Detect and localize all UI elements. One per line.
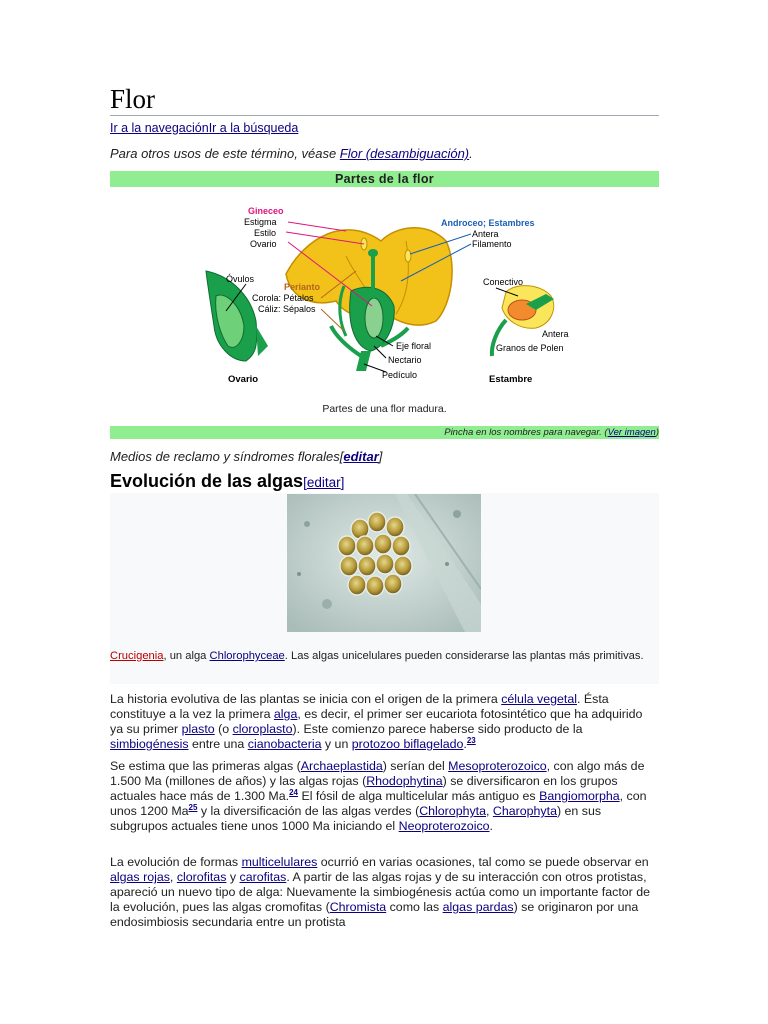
p3-text: . A partir de las algas rojas y de su interacción con otros protistas, apareció un nuevo tipo de alga: Nuevamente la simbiogénesis actúa como un importante factor de la evolución, pues las algas cromofitas ( — [110, 870, 651, 914]
p1-text: ). Este comienzo parece haberse sido producto de la — [292, 722, 583, 736]
page-title: Flor — [110, 84, 156, 114]
bangiomorpha-link[interactable]: Bangiomorpha — [539, 789, 620, 803]
hatnote-prefix: Para otros usos de este término, véase — [110, 146, 340, 161]
reference-link[interactable]: 25 — [188, 802, 198, 812]
p3-text: ) se originaron por una endosimbiosis secundaria entre un protista — [110, 900, 639, 929]
clorofitas-link[interactable]: clorofitas — [176, 870, 227, 884]
cianobacteria-link[interactable]: cianobacteria — [247, 737, 322, 751]
carofitas-link[interactable]: carofitas — [239, 870, 287, 884]
diagram-label-perianto[interactable]: Perianto — [284, 282, 321, 292]
diagram-label-granos[interactable]: Granos de Polen — [496, 343, 564, 353]
chlorophyta-link[interactable]: Chlorophyta — [419, 804, 487, 818]
diagram-label-filamento[interactable]: Filamento — [472, 239, 512, 249]
p3-text: y — [226, 870, 240, 884]
section-edit-link[interactable]: [editar] — [303, 475, 345, 490]
p1-text: . Ésta constituye a la vez la primera — [110, 692, 609, 721]
section-heading-text: Evolución de las algas — [110, 471, 304, 491]
algas-rojas-link[interactable]: algas rojas — [110, 870, 170, 884]
infobox-footer — [110, 426, 659, 439]
footer-text: Pincha en los nombres para navegar. ( — [444, 427, 608, 438]
cloroplasto-link[interactable]: cloroplasto — [232, 722, 293, 736]
p3-text: , — [169, 870, 177, 884]
diagram-caption-ovario: Ovario — [228, 374, 259, 385]
flower-parts-diagram — [196, 196, 576, 394]
hatnote — [110, 146, 473, 161]
p2-text: . — [489, 819, 493, 833]
diagram-label-estigma[interactable]: Estigma — [244, 217, 277, 227]
p3-text: La evolución de formas — [110, 855, 242, 869]
algas-pardas-link[interactable]: algas pardas — [442, 900, 514, 914]
diagram-label-gineceo[interactable]: Gineceo — [248, 206, 284, 216]
disambiguation-link[interactable]: Flor (desambiguación) — [339, 146, 470, 161]
p1-text: (o — [214, 722, 233, 736]
section-note: Medios de reclamo y síndromes florales[editar] — [110, 449, 383, 464]
neoproterozoico-link[interactable]: Neoproterozoico — [398, 819, 490, 833]
rhodophytina-link[interactable]: Rhodophytina — [366, 774, 443, 788]
diagram-label-estilo[interactable]: Estilo — [254, 228, 277, 238]
jump-to-search-link[interactable]: Ir a la búsqueda — [208, 121, 299, 135]
chromista-link[interactable]: Chromista — [329, 900, 387, 914]
chlorophyceae-link[interactable]: Chlorophyceae — [209, 650, 285, 662]
jump-links — [110, 121, 298, 135]
diagram-label-pediculo[interactable]: Pedículo — [382, 370, 418, 380]
diagram-label-nectario[interactable]: Nectario — [388, 355, 422, 365]
infobox-caption: Partes de una flor madura. — [322, 403, 447, 415]
paragraph-1 — [110, 692, 655, 752]
reference-link[interactable]: 24 — [289, 787, 298, 797]
p1-text: y un — [321, 737, 352, 751]
diagram-label-caliz[interactable]: Cáliz: Sépalos — [258, 304, 316, 314]
footer-close: ) — [655, 427, 659, 438]
p1-text: , es decir, el primer ser eucariota fotosintético que ha adquirido ya su primer — [110, 707, 643, 736]
jump-to-navigation-link[interactable]: Ir a la navegación — [110, 121, 209, 135]
p3-text: como las — [386, 900, 443, 914]
p1-text: entre una — [188, 737, 248, 751]
plasto-link[interactable]: plasto — [181, 722, 215, 736]
p1-text: . — [463, 737, 467, 751]
title-divider — [110, 115, 659, 116]
edit-link[interactable]: editar — [343, 449, 379, 464]
caption-text-1: , un alga — [163, 650, 210, 662]
diagram-label-androceo[interactable]: Androceo; Estambres — [441, 218, 535, 228]
p2-text: , con algo más de 1.500 Ma (millones de años) y las algas rojas ( — [110, 759, 645, 788]
p2-text: ) serían del — [382, 759, 449, 773]
multicelulares-link[interactable]: multicelulares — [241, 855, 318, 869]
infobox-title: Partes de la flor — [110, 171, 659, 187]
hatnote-suffix: . — [469, 146, 473, 161]
mesoproterozoico-link[interactable]: Mesoproterozoico — [448, 759, 547, 773]
diagram-caption-estambre: Estambre — [489, 374, 533, 385]
p1-text: La historia evolutiva de las plantas se inicia con el origen de la primera — [110, 692, 502, 706]
archaeplastida-link[interactable]: Archaeplastida — [300, 759, 383, 773]
p2-text: ) se diversificaron en los grupos actuales hace más de 1.300 Ma. — [110, 774, 618, 803]
image-caption — [110, 647, 650, 666]
section-note-text: Medios de reclamo y síndromes florales — [110, 449, 340, 464]
p2-text: , con unos 1200 Ma — [110, 789, 647, 818]
alga-link[interactable]: alga — [273, 707, 298, 721]
p3-text: ocurrió en varias ocasiones, tal como se puede observar en — [317, 855, 649, 869]
crucigenia-micrograph[interactable] — [287, 494, 481, 632]
diagram-label-ovulos[interactable]: Óvulos — [226, 274, 255, 284]
paragraph-3 — [110, 855, 655, 930]
p2-text: El fósil de alga multicelular más antiguo es — [298, 789, 540, 803]
paragraph-2 — [110, 759, 655, 834]
simbiogenesis-link[interactable]: simbiogénesis — [110, 737, 189, 751]
view-image-link[interactable]: Ver imagen — [607, 427, 656, 438]
p2-text: ) en sus subgrupos actuales tiene unos 1000 Ma iniciando el — [110, 804, 602, 833]
p2-text: Se estima que las primeras algas ( — [110, 759, 301, 773]
reference-link[interactable]: 23 — [466, 735, 476, 745]
diagram-label-ovario[interactable]: Ovario — [250, 239, 277, 249]
crucigenia-link[interactable]: Crucigenia — [110, 650, 164, 662]
protozoo-biflagelado-link[interactable]: protozoo biflagelado — [351, 737, 464, 751]
diagram-label-antera[interactable]: Antera — [472, 229, 499, 239]
p2-text: , — [486, 804, 493, 818]
section-heading — [110, 471, 344, 492]
celula-vegetal-link[interactable]: célula vegetal — [501, 692, 577, 706]
section-edit-anchor[interactable]: editar — [306, 475, 341, 490]
diagram-label-conectivo[interactable]: Conectivo — [483, 277, 524, 287]
diagram-label-eje[interactable]: Eje floral — [396, 341, 432, 351]
diagram-label-antera-2[interactable]: Antera — [542, 329, 569, 339]
caption-text-2: . Las algas unicelulares pueden considerarse las plantas más primitivas. — [284, 650, 644, 662]
diagram-label-corola[interactable]: Corola: Pétalos — [252, 293, 314, 303]
charophyta-link[interactable]: Charophyta — [492, 804, 557, 818]
p2-text: y la diversificación de las algas verdes ( — [197, 804, 420, 818]
